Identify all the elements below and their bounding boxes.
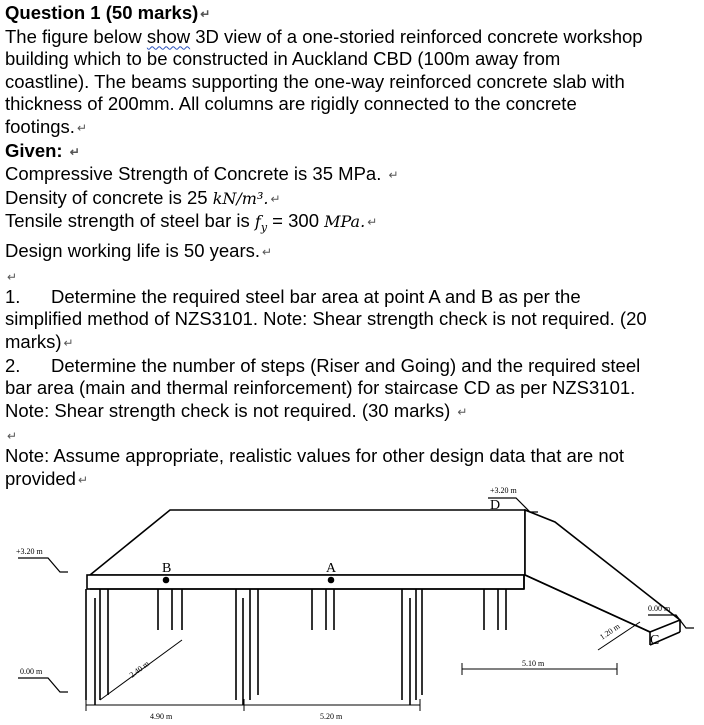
level-stair-top: +3.20 m <box>490 486 517 495</box>
column-back-right <box>484 589 506 630</box>
given-compressive: Compressive Strength of Concrete is 35 MPa. ↵ <box>5 163 399 185</box>
level-left-top: +3.20 m <box>16 547 43 556</box>
given-density: Density of concrete is 25 kN/m³. ↵ <box>5 186 281 208</box>
column-left <box>86 589 108 705</box>
grammar-flag: show <box>146 25 191 47</box>
intro-line: thickness of 200mm. All columns are rigidly connected to the concrete <box>5 93 577 115</box>
task-1-line: simplified method of NZS3101. Note: Shear strength check is not required. (20 <box>5 308 647 330</box>
level-stair-bottom: 0.00 m <box>648 604 671 613</box>
dimension-lines <box>86 622 640 711</box>
point-b-marker <box>164 578 169 583</box>
staircase <box>525 510 680 645</box>
dim-stair-plan: 5.10 m <box>522 659 545 668</box>
note-line: Note: Assume appropriate, realistic values for other design data that are not <box>5 445 625 467</box>
task-2-line: 2. Determine the number of steps (Riser and Going) and the required steel <box>5 354 641 376</box>
note-line: provided ↵ <box>5 467 89 489</box>
task-2-line: Note: Shear strength check is not required. (30 marks) ↵ <box>5 399 468 421</box>
column-interior-1 <box>158 589 182 630</box>
point-a-marker <box>329 578 334 583</box>
dim-stair-width: 1.20 m <box>598 621 622 642</box>
label-d: D <box>490 498 501 513</box>
intro-line: footings. ↵ <box>5 115 87 137</box>
structure-figure <box>0 480 704 725</box>
task-2-line: bar area (main and thermal reinforcement) for staircase CD as per NZS3101. <box>5 377 636 399</box>
column-interior-2 <box>236 589 258 705</box>
return-mark: ↵ <box>200 7 211 21</box>
given-heading: Given: ↵ <box>5 139 80 161</box>
dim-diag-left: 2.40 m <box>127 659 151 680</box>
intro-line: coastline). The beams supporting the one-way reinforced concrete slab with <box>5 70 625 92</box>
column-interior-3 <box>312 589 334 630</box>
problem-document <box>5 2 701 491</box>
roof-slab <box>90 510 525 575</box>
front-beam <box>87 575 524 589</box>
blank-paragraph: ↵ <box>7 269 18 284</box>
question-title: Question 1 (50 marks) ↵ <box>5 2 211 23</box>
label-a: A <box>326 561 337 576</box>
given-tensile: Tensile strength of steel bar is $f_y = 300$ MPa. ↵ <box>5 210 378 235</box>
dim-span-right: 5.20 m <box>320 712 343 721</box>
task-1-line: marks) ↵ <box>5 330 74 352</box>
dim-span-left: 4.90 m <box>150 712 173 721</box>
column-right <box>402 589 422 705</box>
intro-line: building which to be constructed in Auckland CBD (100m away from <box>5 48 561 70</box>
given-design-life: Design working life is 50 years. ↵ <box>5 240 273 262</box>
level-left-bottom: 0.00 m <box>20 667 43 676</box>
blank-paragraph: ↵ <box>7 429 18 444</box>
intro-line: The figure below show 3D view of a one-storied reinforced concrete workshop <box>5 25 643 47</box>
label-c: C <box>650 633 660 648</box>
task-1-line: 1. Determine the required steel bar area at point A and B as per the <box>5 285 581 307</box>
label-b: B <box>162 561 172 576</box>
